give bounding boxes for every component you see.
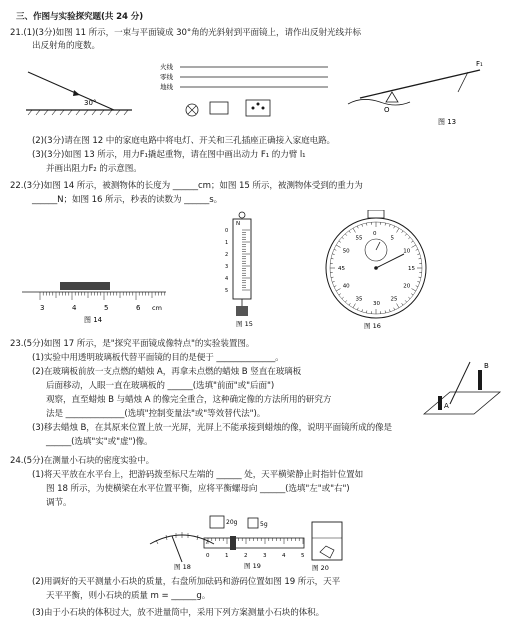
fig19-weight-5g <box>248 518 258 528</box>
q24-line5: (2)用调好的天平测量小石块的质量，右盘所加砝码和游码位置如图 19 所示，天平 <box>32 577 341 587</box>
figure-15 <box>222 210 262 330</box>
fig16-tick <box>362 309 363 311</box>
figure-13 <box>340 58 500 130</box>
fig16-tick <box>339 294 341 295</box>
fig16-tick <box>342 237 344 239</box>
fig16-crown <box>368 210 384 218</box>
figure-11 <box>22 58 142 118</box>
fig15-mark: 5 <box>225 288 229 294</box>
fig14-object <box>60 282 110 290</box>
fig16-tick <box>385 223 386 225</box>
q21-part3-line1: (3)(3分)如图 13 所示，用力F₁撬起重物，请在图中画出动力 F₁ 的力臂 l₁ <box>32 150 306 160</box>
fig12-switch <box>210 102 228 114</box>
fig16-tick <box>411 241 413 242</box>
fig16-tick <box>332 281 334 282</box>
fig20-caption: 图 20 <box>312 564 329 572</box>
fig19-slider-scale <box>204 538 304 548</box>
fig12-socket <box>246 100 270 116</box>
fig16-dial-label: 30 <box>373 301 380 307</box>
fig16-tick <box>405 234 407 236</box>
fig18-pointer <box>172 536 182 562</box>
fig19-rider <box>230 536 236 550</box>
fig16-tick <box>412 289 416 292</box>
fig16-tick <box>408 297 410 299</box>
fig16-tick <box>331 277 333 278</box>
fig11-incident-ray <box>28 72 114 110</box>
fig17-candle-b <box>478 370 482 390</box>
fig16-tick <box>342 297 344 299</box>
figure-14 <box>20 282 170 324</box>
fig13-caption: 图 13 <box>438 118 457 126</box>
fig16-dial-label: 5 <box>390 235 394 242</box>
q24-line6: 天平平衡，则小石块的质量 m = ______g。 <box>46 591 211 601</box>
section-title: 三、作图与实验探究题(共 24 分) <box>16 12 144 22</box>
q21-part2: (2)(3分)请在图 12 中的家庭电路中将电灯、开关和三孔插座正确接入家庭电路。 <box>32 136 336 146</box>
fig14-tick-label: 5 <box>104 304 109 312</box>
fig19-scale-label: 5 <box>301 553 305 559</box>
fig16-minute-hand <box>376 242 380 250</box>
fig19-scale-label: 4 <box>282 553 286 559</box>
fig19-weight-label: 20g <box>226 519 238 526</box>
fig15-mark: 3 <box>225 264 229 270</box>
q24-line4: 调节。 <box>46 498 72 508</box>
q23-line7: (3)移去蜡烛 B，在其原来位置上放一光屏，光屏上不能承接到蜡烛的像，说明平面镜所成的像是 <box>32 423 393 433</box>
fig19-scale-label: 0 <box>206 553 210 559</box>
figure-17 <box>420 352 502 418</box>
fig16-tick <box>345 234 347 236</box>
fig16-tick <box>385 311 386 313</box>
fig11-angle-label: 30° <box>84 99 97 107</box>
figure-19 <box>200 510 310 572</box>
fig15-mark: 2 <box>225 252 229 258</box>
fig16-tick <box>353 304 356 308</box>
fig17-table <box>424 392 500 414</box>
fig16-dial-label: 15 <box>408 266 415 272</box>
fig16-tick <box>353 228 356 232</box>
q23-line5: 观察，直至蜡烛 B 与蜡烛 A 的像完全重合，这种确定像的方法所用的研究方 <box>46 395 332 405</box>
fig12-neutral-label: 零线 <box>160 73 173 81</box>
fig15-mark: 0 <box>225 228 229 234</box>
fig16-tick <box>389 309 390 311</box>
fig16-tick <box>345 300 347 302</box>
fig16-tick <box>357 226 358 228</box>
q21-part3-line2: 并画出阻力F₂ 的示意图。 <box>46 164 142 174</box>
fig13-force-label: F₁ <box>476 60 483 68</box>
fig12-ground-label: 地线 <box>160 83 173 91</box>
fig16-tick <box>331 258 333 259</box>
q24-line7: (3)由于小石块的体积过大，放不进量筒中，采用下列方案测量小石块的体积。 <box>32 608 325 618</box>
q21-line2: 出反射角的度数。 <box>32 41 100 51</box>
fig16-tick <box>416 249 418 250</box>
fig15-mark: 1 <box>225 240 229 246</box>
fig13-rock <box>348 99 410 105</box>
fig16-tick <box>412 245 416 248</box>
fig16-tick <box>366 223 367 225</box>
fig17-glass <box>450 362 470 404</box>
q22-line2: ______N；如图 16 所示，秒表的读数为 ______s。 <box>32 195 223 205</box>
fig11-arrow <box>73 90 80 96</box>
fig16-tick <box>402 231 403 233</box>
fig16-dial-label: 20 <box>403 283 411 290</box>
fig18-caption: 图 18 <box>174 563 191 570</box>
fig16-tick <box>402 303 403 305</box>
fig13-pivot-label: O <box>384 106 390 114</box>
fig16-tick <box>336 289 340 292</box>
fig13-fulcrum <box>386 92 398 102</box>
fig16-tick <box>349 303 350 305</box>
q24-line1: 24.(5分)在测量小石块的密度实验中。 <box>10 456 155 466</box>
fig19-weight-20g <box>210 516 224 528</box>
fig16-tick <box>332 254 334 255</box>
q22-line1: 22.(3分)如图 14 所示，被测物体的长度为 ______cm；如图 15 所示，被测物体受到的重力为 <box>10 181 363 191</box>
fig19-scale-label: 3 <box>263 553 267 559</box>
fig16-dial-label: 50 <box>342 248 350 255</box>
q23-line1: 23.(5分)如图 17 所示，是"探究平面镜成像特点"的实验装置图。 <box>10 339 255 349</box>
figure-20 <box>306 518 350 572</box>
fig16-dial-label: 45 <box>338 266 345 272</box>
q23-line6: 法是 ______________(选填"控制变量法"或"等效替代法")。 <box>46 409 266 419</box>
fig19-scale-label: 2 <box>244 553 248 559</box>
fig17-candle-a <box>438 396 442 410</box>
fig16-tick <box>334 249 336 250</box>
fig16-tick <box>417 254 419 255</box>
fig15-mark: 4 <box>225 276 229 282</box>
fig16-tick <box>357 308 358 310</box>
fig19-scale-label: 1 <box>225 553 229 559</box>
fig16-tick <box>416 286 418 287</box>
fig16-tick <box>417 281 419 282</box>
fig14-unit: cm <box>152 304 162 312</box>
fig16-tick <box>349 231 350 233</box>
fig17-label-b: B <box>484 362 489 370</box>
fig16-dial-label: 25 <box>390 296 398 303</box>
fig14-tick-label: 6 <box>136 304 141 312</box>
fig16-tick <box>405 300 407 302</box>
fig14-caption: 图 14 <box>84 316 103 324</box>
fig16-tick <box>419 258 421 259</box>
fig16-dial-label: 55 <box>355 235 363 242</box>
fig16-tick <box>366 311 367 313</box>
fig15-caption: 图 15 <box>236 320 253 328</box>
fig16-tick <box>339 241 341 242</box>
fig12-live-label: 火线 <box>160 63 173 71</box>
fig16-caption: 图 16 <box>364 322 381 330</box>
figure-12 <box>160 58 330 124</box>
fig16-dial-label: 35 <box>355 296 363 303</box>
fig16-tick <box>397 228 400 232</box>
q24-line2: (1)将天平放在水平台上，把游码拨至标尺左端的 ______ 处，天平横梁静止时指针位置如 <box>32 470 364 480</box>
fig16-tick <box>334 286 336 287</box>
fig15-unit: N <box>236 221 241 227</box>
fig16-tick <box>397 304 400 308</box>
fig16-tick <box>336 245 340 248</box>
fig14-tick-label: 4 <box>72 304 77 312</box>
fig16-dial-label: 0 <box>373 231 377 237</box>
fig16-dial-label: 10 <box>403 248 411 255</box>
fig16-dial-label: 40 <box>342 283 350 290</box>
fig16-tick <box>408 237 410 239</box>
q21-line1: 21.(1)(3分)如图 11 所示，一束与平面镜成 30°角的光斜射到平面镜上，请作出反射光线并标 <box>10 28 361 38</box>
fig16-tick <box>394 308 395 310</box>
q23-line8: ______(选填"实"或"虚")像。 <box>46 437 153 447</box>
fig16-tick <box>362 224 363 226</box>
fig16-tick <box>389 224 390 226</box>
figure-16 <box>316 210 436 330</box>
fig20-stone <box>320 546 334 558</box>
q24-line3: 图 18 所示，为使横梁在水平位置平衡，应将平衡螺母向 ______(选填"左"或"右") <box>46 484 350 494</box>
fig16-tick <box>411 294 413 295</box>
q23-line3: (2)在玻璃板前放一支点燃的蜡烛 A，再拿未点燃的蜡烛 B 竖直在玻璃板 <box>32 367 302 377</box>
fig16-second-hand <box>376 254 404 268</box>
fig19-weight-label: 5g <box>260 521 268 528</box>
q23-line4: 后面移动，人眼一直在玻璃板的 ______(选填"前面"或"后面") <box>46 381 275 391</box>
fig20-beaker <box>312 522 342 560</box>
fig16-tick <box>394 226 395 228</box>
fig14-tick-label: 3 <box>40 304 45 312</box>
q23-line2: (1)实验中用透明玻璃板代替平面镜的目的是便于 ______________。 <box>32 353 284 363</box>
fig15-weight <box>236 306 248 316</box>
fig19-caption: 图 19 <box>244 562 261 570</box>
fig16-tick <box>419 277 421 278</box>
fig17-label-a: A <box>444 402 449 410</box>
